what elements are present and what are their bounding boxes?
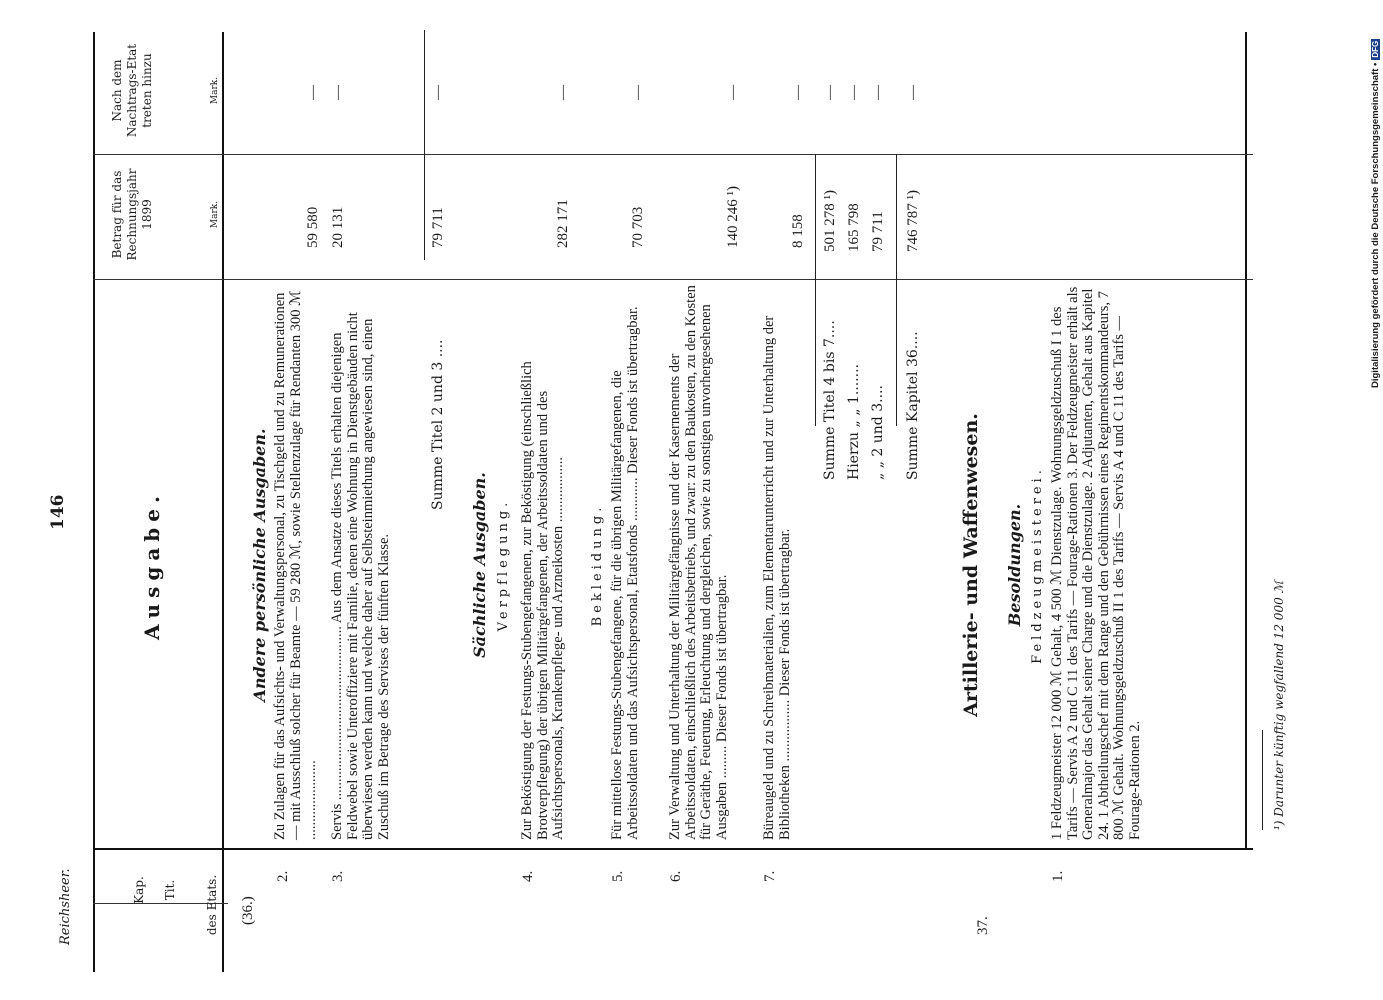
row-suppl: — (725, 85, 741, 100)
dfg-logo: DFG (1371, 40, 1380, 58)
tit-number: 1. (1050, 870, 1066, 882)
summary-amount: 501 278 ¹) (822, 190, 838, 252)
row-amount: 70 703 (630, 206, 646, 248)
row-amount: 8 158 (790, 214, 806, 248)
digitization-note (1370, 39, 1381, 388)
row-text: Zu Zulagen für das Aufsichts- und Verwaltungspersonal, zu Tischgeld und zu Remunerationen — mit Ausschluß solcher für Beamte — 59 280 ℳ, sowie Stellenzulage für Rendanten 300 ℳ ...................... (272, 290, 319, 840)
summary-suppl: — (870, 85, 886, 100)
sum-amount: 79 711 (430, 207, 446, 248)
chapter-title: Artillerie- und Waffenwesen. (960, 413, 982, 717)
sum-rule-1 (815, 154, 816, 426)
row-suppl: — (790, 85, 806, 100)
summary-suppl: — (905, 85, 921, 100)
subheading: Sächliche Ausgaben. (470, 472, 489, 658)
summary-amount: 79 711 (870, 211, 886, 252)
summary-amount: 165 798 (846, 203, 862, 252)
tit-number: 3. (330, 870, 346, 882)
sum-suppl: — (430, 85, 446, 100)
sum-label: Summe Titel 2 und 3 .... (430, 339, 446, 510)
table-top-rule (93, 32, 95, 972)
row-suppl: — (330, 85, 346, 100)
running-head: Reichsheer. (58, 868, 73, 945)
tit-number: 7. (762, 870, 778, 882)
row-suppl: — (630, 85, 646, 100)
col-header-kap: Kap. (132, 876, 146, 904)
subheading-minor: Feldzeugmeisterei. (1030, 466, 1045, 664)
summary-suppl: — (822, 85, 838, 100)
summary-amount: 746 787 ¹) (905, 190, 921, 252)
footnote: ¹) Darunter künftig wegfallend 12 000 ℳ (1272, 580, 1286, 830)
row-amount: 282 171 (555, 199, 571, 248)
row-suppl: — (305, 85, 321, 100)
col-rule-suppl (93, 154, 1253, 155)
sum-rule-2 (896, 154, 897, 426)
subheading: Besoldungen. (1005, 503, 1024, 627)
footnote-rule (1262, 730, 1263, 830)
col-header-betrag-unit: Mark. (210, 200, 220, 229)
row-amount: 140 246 ¹) (725, 186, 741, 248)
row-text: Zur Beköstigung der Festungs-Stubengefangenen, zur Beköstigung (einschließlich Brotverpflegung) der übrigen Militärgefangenen, der Arbeitssoldaten und des Aufsichtspersonals, Krankenpflege- und Arzneikosten .................. (519, 361, 566, 840)
row-text: Büreaugeld und zu Schreibmaterialien, zum Elementarunterricht und zur Unterhaltung der Bibliotheken ................. Dieser Fonds ist übertragbar. (761, 315, 793, 840)
row-text: Servis ................................................ Aus dem Ansatze dieses Titels erhalten diejenigen Feldwebel sowie Unteroffiziere mit Familie, denen eine Wohnung in Dienstgebäuden nicht überwiesen werden kann und welche daher auf Selbsteinmiethung angewiesen sind, einen Zuschuß im Betrage des Servises der fünften Klasse. (329, 312, 392, 840)
subheading: Andere persönliche Ausgaben. (250, 428, 269, 702)
tit-number: 2. (275, 870, 291, 882)
tit-number: 4. (520, 870, 536, 882)
row-amount: 20 131 (330, 206, 346, 248)
row-amount: 59 580 (305, 206, 321, 248)
col-header-betrag: Betrag für das Rechnungsjahr 1899 (110, 168, 154, 261)
col-header-nachtrag-unit: Mark. (210, 76, 220, 105)
col-header-etats: des Etats. (205, 874, 219, 936)
row-text: Für mittellose Festungs-Stubengefangene, für die übrigen Militärgefangenen, die Arbeitssoldaten und das Aufsichtspersonal, Etatsfonds ............ Dieser Fonds ist übertragbar. (609, 306, 641, 840)
subheading-minor: Bekleidung. (590, 503, 605, 627)
summary-label: Summe Kapitel 36.... (905, 331, 921, 480)
summary-suppl: — (846, 85, 862, 100)
summary-label: „ „ 2 und 3.... (870, 385, 886, 480)
row-text: Zur Verwaltung und Unterhaltung der Militärgefängnisse und der Kasernements der Arbeitssoldaten, einschließlich des Arbeitsbetriebs, und zwar: zu den Baukosten, zu den Kosten für Geräthe, Feuerung, Erleuchtung und dergleichen, sowie zu sonstigen unvorhergesehenen Ausgaben ......... Dieser Fonds ist übertragbar. (667, 285, 730, 840)
page-number: 146 (48, 494, 68, 530)
summary-label: Hierzu „ „ 1....... (846, 364, 862, 480)
col-header-tit: Tit. (163, 879, 177, 901)
tit-number: 6. (668, 870, 684, 882)
row-suppl: — (555, 85, 571, 100)
sum-rule-3 (424, 30, 425, 260)
col-header-nachtrag: Nach dem Nachtrags-Etat treten hinzu (110, 43, 154, 138)
summary-label: Summe Titel 4 bis 7.... (822, 320, 838, 480)
row-text: 1 Feldzeugmeister 12 000 ℳ Gehalt, 4 500 ℳ Dienstzulage. Wohnungsgeldzuschuß I 1 des Tarifs — Servis A 2 und C 11 des Tarifs — Fourage-Rationen 3. Der Feldzeugmeister erhält als Generalmajor das Gehalt seiner Charge und die Dienstzulage. 2 Adjutanten, Gehalt aus Kapitel 24. 1 Abtheilungschef mit dem Range und den Gebührnissen eines Regimentskommandeurs, 7 800 ℳ Gehalt. Wohnungsgeldzuschuß II 1 des Tarifs — Servis A 4 und C 11 des Tarifs — Fourage-Rationen 2. (1049, 286, 1143, 840)
kap-number: 37. (975, 916, 991, 935)
digitization-text: Digitalisierung gefördert durch die Deutsche Forschungsgemeinschaft • (1370, 62, 1381, 388)
subheading-minor: Verpflegung. (496, 498, 511, 632)
kap-number: (36.) (240, 896, 256, 925)
section-title: Ausgabe. (140, 490, 164, 640)
tit-number: 5. (610, 870, 626, 882)
